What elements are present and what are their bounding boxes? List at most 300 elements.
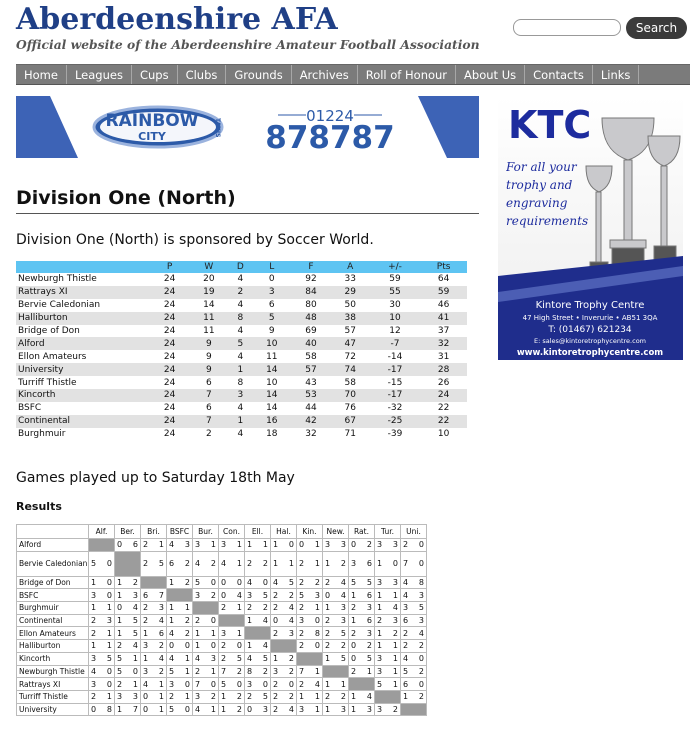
score-goals: 2 — [132, 578, 138, 588]
results-score-cell — [245, 614, 271, 627]
stat-cell: 24 — [163, 429, 176, 440]
results-score-cell — [219, 589, 245, 602]
score-pair — [141, 616, 166, 625]
score-goals: 0 — [236, 578, 242, 588]
score-pair — [141, 603, 166, 612]
score-goals: 0 — [106, 666, 112, 676]
score-pair — [219, 667, 244, 676]
score-goals: 2 — [403, 641, 409, 651]
score-goals: 2 — [210, 559, 216, 569]
score-goals: 4 — [169, 540, 175, 550]
score-goals: 2 — [221, 603, 227, 613]
stat-cell: 57 — [344, 326, 356, 336]
score-pair — [323, 616, 348, 625]
results-score-cell — [271, 665, 297, 678]
score-goals: 0 — [210, 641, 216, 651]
results-score-cell — [349, 703, 375, 716]
score-goals: 0 — [106, 578, 112, 588]
score-goals: 1 — [117, 590, 123, 600]
rainbow-city-taxis-banner[interactable] — [16, 96, 479, 158]
score-goals: 5 — [195, 578, 201, 588]
score-goals: 5 — [132, 616, 138, 626]
results-score-cell — [167, 703, 193, 716]
score-goals: 2 — [184, 628, 190, 638]
score-pair — [349, 591, 374, 600]
score-goals: 4 — [418, 628, 424, 638]
score-goals: 4 — [288, 603, 294, 613]
results-self-cell — [271, 640, 297, 653]
score-goals: 2 — [418, 666, 424, 676]
score-goals: 1 — [392, 641, 398, 651]
results-score-cell — [401, 640, 427, 653]
results-score-cell — [297, 551, 323, 576]
stat-cell: 11 — [189, 312, 228, 325]
score-pair — [115, 603, 140, 612]
banner-right-stripe — [418, 96, 479, 158]
score-goals: 2 — [392, 628, 398, 638]
score-pair — [375, 654, 400, 663]
league-row — [16, 337, 467, 350]
score-goals: 2 — [314, 578, 320, 588]
results-score-cell — [193, 678, 219, 691]
results-col-header: Rat. — [349, 525, 375, 539]
score-goals: 2 — [288, 692, 294, 702]
score-goals: 1 — [117, 628, 123, 638]
score-pair — [219, 591, 244, 600]
stat-cell: -15 — [387, 377, 403, 388]
score-goals: 2 — [273, 679, 279, 689]
score-goals: 1 — [184, 666, 190, 676]
score-goals: 2 — [340, 692, 346, 702]
score-goals: 5 — [403, 666, 409, 676]
score-goals: 5 — [132, 628, 138, 638]
score-pair — [401, 559, 426, 568]
score-pair — [193, 667, 218, 676]
score-pair — [375, 578, 400, 587]
score-goals: 3 — [117, 692, 123, 702]
results-score-cell — [89, 551, 115, 576]
site-subtitle: Official website of the Aberdeenshire Amateur Football Association — [16, 37, 480, 52]
score-goals: 0 — [418, 559, 424, 569]
team-name: Alford — [16, 337, 150, 350]
score-goals: 0 — [314, 616, 320, 626]
score-goals: 1 — [236, 559, 242, 569]
score-goals: 2 — [158, 666, 164, 676]
score-pair — [219, 705, 244, 714]
results-col-header: Ell. — [245, 525, 271, 539]
score-goals: 3 — [106, 616, 112, 626]
stat-cell: 26 — [437, 377, 450, 388]
results-score-cell — [375, 602, 401, 615]
score-goals: 1 — [106, 628, 112, 638]
results-score-cell — [401, 589, 427, 602]
score-pair — [115, 705, 140, 714]
score-goals: 3 — [340, 704, 346, 714]
score-goals: 3 — [184, 540, 190, 550]
score-goals: 7 — [158, 590, 164, 600]
results-score-cell — [245, 576, 271, 589]
score-goals: 5 — [418, 603, 424, 613]
stat-cell: 53 — [291, 389, 330, 402]
score-pair — [323, 629, 348, 638]
score-pair — [141, 641, 166, 650]
score-goals: 2 — [325, 641, 331, 651]
score-goals: 3 — [262, 704, 268, 714]
score-pair — [219, 680, 244, 689]
results-team-name: University — [17, 703, 89, 716]
results-score-cell — [219, 576, 245, 589]
results-score-cell — [245, 678, 271, 691]
stat-cell: 29 — [331, 286, 370, 299]
score-goals: 1 — [158, 692, 164, 702]
results-self-cell — [167, 589, 193, 602]
score-goals: 5 — [117, 654, 123, 664]
score-goals: 1 — [158, 704, 164, 714]
score-goals: 2 — [158, 641, 164, 651]
score-pair — [375, 559, 400, 568]
nav-links[interactable]: Links — [593, 65, 640, 84]
results-score-cell — [141, 602, 167, 615]
results-score-cell — [89, 703, 115, 716]
score-pair — [193, 680, 218, 689]
score-pair — [167, 603, 192, 612]
stat-cell: 32 — [420, 337, 467, 350]
search-input[interactable] — [513, 19, 621, 36]
results-score-cell — [219, 640, 245, 653]
score-goals: 4 — [195, 559, 201, 569]
score-goals: 2 — [236, 692, 242, 702]
results-score-cell — [89, 576, 115, 589]
results-score-cell — [271, 652, 297, 665]
results-self-cell — [323, 665, 349, 678]
stat-cell: 5 — [252, 312, 291, 325]
score-pair — [89, 603, 114, 612]
results-self-cell — [115, 551, 141, 576]
score-pair — [271, 559, 296, 568]
nav-grounds[interactable]: Grounds — [226, 65, 291, 84]
nav-archives[interactable]: Archives — [292, 65, 358, 84]
score-pair — [401, 641, 426, 650]
league-col-header: D — [228, 261, 252, 273]
score-goals: 4 — [273, 578, 279, 588]
score-goals: 3 — [340, 616, 346, 626]
score-goals: 5 — [236, 654, 242, 664]
score-goals: 0 — [221, 590, 227, 600]
results-score-cell — [167, 551, 193, 576]
score-goals: 1 — [91, 603, 97, 613]
score-goals: 4 — [132, 603, 138, 613]
results-score-cell — [297, 576, 323, 589]
results-self-cell — [297, 652, 323, 665]
score-goals: 3 — [158, 603, 164, 613]
results-team-name: Newburgh Thistle — [17, 665, 89, 678]
results-row — [17, 614, 427, 627]
score-goals: 0 — [247, 704, 253, 714]
score-pair — [401, 692, 426, 701]
score-pair — [349, 641, 374, 650]
results-score-cell — [89, 627, 115, 640]
score-goals: 2 — [299, 559, 305, 569]
nav-about-us[interactable]: About Us — [456, 65, 525, 84]
results-self-cell — [245, 627, 271, 640]
score-pair — [297, 603, 322, 612]
team-name: University — [16, 363, 150, 376]
results-score-cell — [401, 551, 427, 576]
kintore-trophy-ad[interactable] — [498, 96, 683, 360]
stat-cell: 6 — [205, 403, 212, 414]
stat-cell: 70 — [331, 389, 370, 402]
results-score-cell — [271, 627, 297, 640]
score-pair — [89, 680, 114, 689]
score-goals: 1 — [106, 692, 112, 702]
score-goals: 1 — [325, 603, 331, 613]
score-pair — [193, 559, 218, 568]
score-pair — [219, 654, 244, 663]
score-goals: 1 — [262, 540, 268, 550]
nav-clubs[interactable]: Clubs — [178, 65, 227, 84]
results-score-cell — [245, 539, 271, 552]
score-pair — [167, 654, 192, 663]
score-goals: 4 — [288, 616, 294, 626]
league-col-header: F — [291, 261, 330, 273]
score-goals: 1 — [236, 628, 242, 638]
score-goals: 4 — [195, 704, 201, 714]
score-pair — [271, 692, 296, 701]
score-pair — [297, 680, 322, 689]
stat-cell: 46 — [437, 300, 450, 311]
stat-cell: -39 — [387, 429, 403, 440]
score-goals: 2 — [262, 559, 268, 569]
nav-leagues[interactable]: Leagues — [67, 65, 132, 84]
score-goals: 0 — [210, 578, 216, 588]
stat-cell: 57 — [291, 363, 330, 376]
score-goals: 4 — [403, 590, 409, 600]
ktc-logo: KTC — [508, 103, 592, 147]
score-goals: 2 — [351, 603, 357, 613]
score-goals: 1 — [169, 603, 175, 613]
score-goals: 3 — [273, 666, 279, 676]
stat-cell: 19 — [189, 286, 228, 299]
results-score-cell — [349, 602, 375, 615]
league-table-header — [16, 261, 467, 273]
score-goals: 8 — [106, 704, 112, 714]
score-goals: 3 — [143, 641, 149, 651]
score-pair — [193, 578, 218, 587]
stat-cell: 5 — [228, 337, 252, 350]
score-goals: 1 — [377, 603, 383, 613]
score-goals: 1 — [221, 704, 227, 714]
nav-roll-of-honour[interactable]: Roll of Honour — [358, 65, 456, 84]
score-pair — [245, 705, 270, 714]
score-goals: 0 — [117, 540, 123, 550]
score-goals: 1 — [351, 616, 357, 626]
score-goals: 4 — [195, 654, 201, 664]
stat-cell: 6 — [268, 300, 275, 311]
score-goals: 5 — [262, 654, 268, 664]
results-score-cell — [297, 539, 323, 552]
score-goals: 4 — [221, 559, 227, 569]
results-score-cell — [245, 665, 271, 678]
score-goals: 1 — [351, 692, 357, 702]
score-goals: 4 — [132, 641, 138, 651]
results-score-cell — [271, 589, 297, 602]
site-title[interactable]: Aberdeenshire AFA — [16, 2, 338, 37]
stat-cell: 4 — [237, 429, 244, 440]
score-goals: 3 — [392, 616, 398, 626]
league-row — [16, 402, 467, 415]
score-goals: 1 — [210, 704, 216, 714]
score-goals: 3 — [195, 540, 201, 550]
results-score-cell — [141, 703, 167, 716]
score-goals: 0 — [132, 666, 138, 676]
score-pair — [271, 629, 296, 638]
score-goals: 2 — [236, 704, 242, 714]
results-score-cell — [323, 551, 349, 576]
results-score-cell — [375, 665, 401, 678]
results-score-cell — [115, 652, 141, 665]
results-team-name: Bridge of Don — [17, 576, 89, 589]
score-goals: 0 — [184, 679, 190, 689]
results-score-cell — [349, 614, 375, 627]
results-self-cell — [375, 690, 401, 703]
stat-cell: 48 — [291, 312, 330, 325]
results-score-cell — [141, 614, 167, 627]
nav-home[interactable]: Home — [16, 65, 67, 84]
results-score-cell — [349, 551, 375, 576]
results-score-cell — [89, 589, 115, 602]
results-score-cell — [297, 703, 323, 716]
stat-cell: 24 — [150, 286, 189, 299]
league-table — [16, 261, 467, 441]
league-col-header: W — [189, 261, 228, 273]
score-goals: 0 — [392, 559, 398, 569]
results-score-cell — [89, 640, 115, 653]
score-goals: 7 — [195, 679, 201, 689]
results-grid — [16, 524, 427, 716]
results-row — [17, 652, 427, 665]
score-goals: 1 — [247, 641, 253, 651]
score-goals: 2 — [247, 559, 253, 569]
score-goals: 1 — [351, 704, 357, 714]
score-goals: 6 — [143, 590, 149, 600]
results-score-cell — [297, 690, 323, 703]
nav-contacts[interactable]: Contacts — [525, 65, 593, 84]
score-pair — [245, 578, 270, 587]
score-goals: 1 — [106, 603, 112, 613]
stat-cell: 10 — [266, 377, 278, 388]
score-goals: 5 — [158, 559, 164, 569]
results-score-cell — [141, 539, 167, 552]
score-goals: 4 — [340, 578, 346, 588]
score-goals: 4 — [247, 578, 253, 588]
score-goals: 3 — [210, 654, 216, 664]
score-goals: 1 — [210, 628, 216, 638]
banner-graphic — [16, 96, 479, 158]
score-pair — [349, 540, 374, 549]
results-score-cell — [167, 576, 193, 589]
score-goals: 0 — [288, 540, 294, 550]
score-goals: 5 — [340, 628, 346, 638]
score-goals: 2 — [221, 641, 227, 651]
score-pair — [167, 578, 192, 587]
stat-cell: 92 — [305, 274, 317, 285]
stat-cell: 14 — [266, 403, 278, 414]
stat-cell: -17 — [370, 363, 420, 376]
results-score-cell — [115, 665, 141, 678]
search-button[interactable]: Search — [626, 17, 687, 39]
score-goals: 5 — [221, 679, 227, 689]
score-goals: 4 — [314, 679, 320, 689]
score-goals: 2 — [236, 666, 242, 676]
score-goals: 0 — [184, 641, 190, 651]
stat-cell: 59 — [389, 274, 401, 285]
results-score-cell — [115, 602, 141, 615]
score-goals: 4 — [236, 590, 242, 600]
results-score-cell — [245, 640, 271, 653]
score-pair — [245, 540, 270, 549]
stat-cell: 33 — [344, 274, 356, 285]
score-pair — [115, 540, 140, 549]
league-col-header — [16, 261, 150, 273]
score-goals: 2 — [169, 692, 175, 702]
nav-cups[interactable]: Cups — [132, 65, 178, 84]
results-col-header: Hal. — [271, 525, 297, 539]
stat-cell: 16 — [252, 415, 291, 428]
results-score-cell — [401, 652, 427, 665]
score-pair — [401, 591, 426, 600]
score-goals: 0 — [91, 704, 97, 714]
score-goals: 3 — [143, 666, 149, 676]
score-goals: 0 — [418, 654, 424, 664]
score-pair — [141, 705, 166, 714]
results-score-cell — [193, 627, 219, 640]
score-pair — [323, 603, 348, 612]
score-goals: 0 — [106, 590, 112, 600]
results-score-cell — [167, 627, 193, 640]
score-goals: 4 — [340, 590, 346, 600]
score-goals: 1 — [106, 641, 112, 651]
score-pair — [323, 692, 348, 701]
score-pair — [167, 616, 192, 625]
score-goals: 3 — [314, 590, 320, 600]
score-goals: 1 — [132, 679, 138, 689]
results-score-cell — [349, 539, 375, 552]
stat-cell: 20 — [203, 274, 215, 285]
score-goals: 6 — [366, 590, 372, 600]
score-pair — [323, 591, 348, 600]
results-score-cell — [115, 703, 141, 716]
score-goals: 0 — [106, 559, 112, 569]
score-pair — [115, 629, 140, 638]
score-goals: 3 — [221, 628, 227, 638]
score-goals: 6 — [403, 616, 409, 626]
score-goals: 2 — [288, 666, 294, 676]
stat-cell: 24 — [163, 351, 176, 362]
stat-cell: 30 — [389, 300, 401, 311]
results-score-cell — [375, 678, 401, 691]
score-goals: 3 — [247, 590, 253, 600]
score-pair — [323, 641, 348, 650]
results-score-cell — [141, 678, 167, 691]
score-goals: 1 — [210, 540, 216, 550]
stat-cell: 3 — [252, 286, 291, 299]
score-pair — [245, 559, 270, 568]
score-goals: 2 — [117, 679, 123, 689]
banner-left-stripe — [16, 96, 78, 158]
results-score-cell — [297, 602, 323, 615]
results-score-cell — [297, 678, 323, 691]
score-goals: 7 — [299, 666, 305, 676]
